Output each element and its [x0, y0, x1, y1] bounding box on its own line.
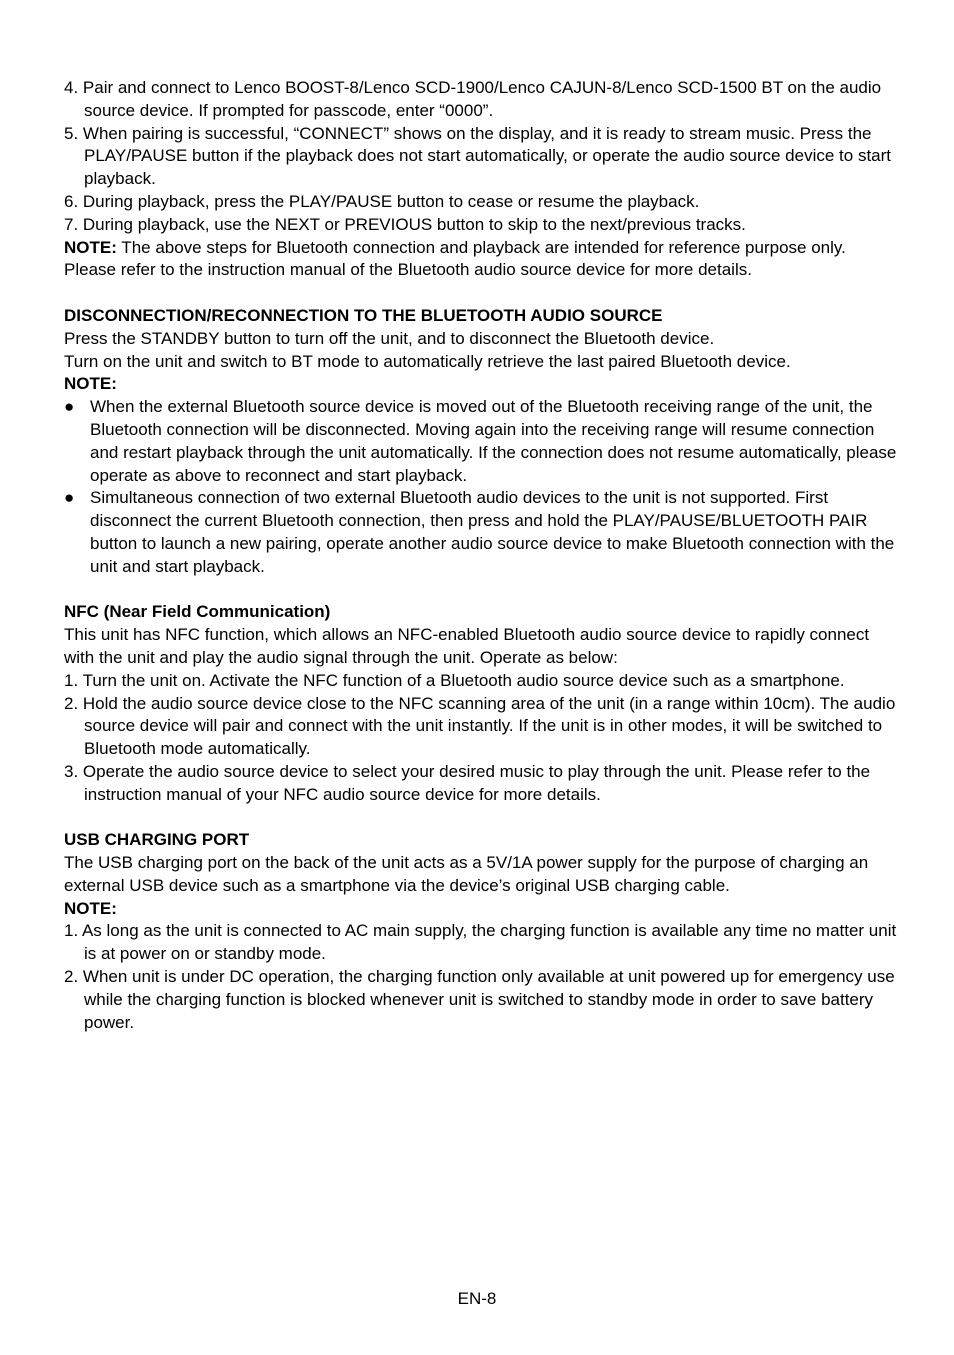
nfc-step-1: 1. Turn the unit on. Activate the NFC function of a Bluetooth audio source device such as a smartphone. [64, 670, 845, 690]
list-item [64, 487, 899, 578]
page-number: EN-8 [457, 1289, 497, 1308]
usb-note-label: NOTE: [64, 898, 117, 918]
section-spacer [64, 579, 899, 602]
disconnection-heading: DISCONNECTION/RECONNECTION TO THE BLUETOOTH AUDIO SOURCE [64, 305, 663, 325]
manual-page [64, 77, 899, 1034]
bullet-text: Simultaneous connection of two external Bluetooth audio devices to the unit is not supported. First disconnect the current Bluetooth connection, then press and hold the PLAY/PAUSE/BLUETOOTH PAIR button to launch a new pairing, operate another audio source device to make Bluetooth connection with the unit and start playback. [90, 488, 895, 576]
pairing-note [64, 237, 899, 283]
pairing-step-4: 4. Pair and connect to Lenco BOOST-8/Lenco SCD-1900/Lenco CAJUN-8/Lenco SCD-1500 BT on the audio source device. If prompted for passcode, enter “0000”. [64, 78, 882, 120]
pairing-step-6: 6. During playback, press the PLAY/PAUSE button to cease or resume the playback. [64, 191, 700, 211]
bullet-text: When the external Bluetooth source device is moved out of the Bluetooth receiving range of the unit, the Bluetooth connection will be disconnected. Moving again into the receiving range will resume connection and restart playback through the unit automatically. If the connection does not resume automatically, please operate as above to reconnect and start playback. [90, 397, 897, 485]
usb-intro: The USB charging port on the back of the unit acts as a 5V/1A power supply for the purpose of charging an external USB device such as a smartphone via the device’s original USB charging cable. [64, 853, 869, 895]
pairing-step-5: 5. When pairing is successful, “CONNECT” shows on the display, and it is ready to stream music. Press the PLAY/PAUSE button if the playback does not start automatically, or operate the audio source device to start playback. [64, 123, 892, 189]
disconnection-line-2: Turn on the unit and switch to BT mode to automatically retrieve the last paired Bluetooth device. [64, 351, 791, 371]
nfc-heading: NFC (Near Field Communication) [64, 602, 331, 622]
nfc-step-3: 3. Operate the audio source device to select your desired music to play through the unit. Please refer to the instruction manual of your NFC audio source device for more details. [64, 761, 871, 804]
disconnection-section [64, 305, 899, 579]
nfc-step-2: 2. Hold the audio source device close to the NFC scanning area of the unit (in a range within 10cm). The audio source device will pair and connect with the unit instantly. If the unit is in other modes, it will be switched to Bluetooth mode automatically. [64, 693, 896, 759]
nfc-intro: This unit has NFC function, which allows an NFC-enabled Bluetooth audio source device to rapidly connect with the unit and play the audio signal through the unit. Operate as below: [64, 625, 870, 667]
pairing-note-label: NOTE: [64, 237, 117, 257]
usb-section [64, 829, 899, 1034]
disconnection-note-list [64, 396, 899, 578]
section-spacer [64, 807, 899, 830]
bullet-icon: ● [64, 488, 75, 508]
usb-heading: USB CHARGING PORT [64, 830, 250, 850]
pairing-note-text: The above steps for Bluetooth connection and playback are intended for reference purpose only. Please refer to the instruction manual of the Bluetooth audio source device for more details. [64, 237, 846, 280]
usb-note-item-1: 1. As long as the unit is connected to AC main supply, the charging function is available any time no matter unit is at power on or standby mode. [64, 921, 897, 964]
pairing-steps-list [64, 77, 899, 237]
disconnection-line-1: Press the STANDBY button to turn off the unit, and to disconnect the Bluetooth device. [64, 328, 715, 348]
bullet-icon: ● [64, 397, 75, 417]
usb-note-item-2: 2. When unit is under DC operation, the charging function only available at unit powered up for emergency use while the charging function is blocked whenever unit is switched to standby mode in order to save battery power. [64, 967, 895, 1032]
pairing-step-7: 7. During playback, use the NEXT or PREVIOUS button to skip to the next/previous tracks. [64, 214, 746, 234]
disconnection-note-label: NOTE: [64, 374, 117, 394]
section-spacer [64, 282, 899, 305]
list-item [64, 396, 899, 487]
nfc-section [64, 601, 899, 806]
